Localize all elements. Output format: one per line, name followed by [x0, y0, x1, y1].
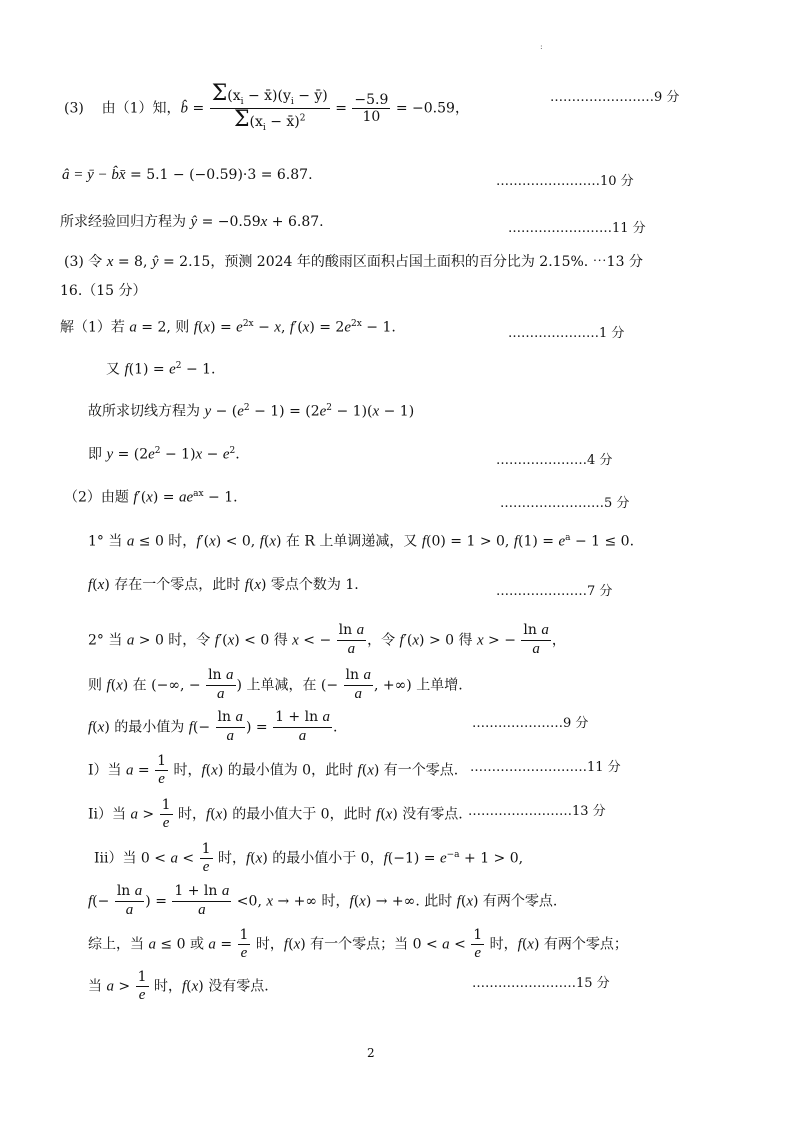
solution-line: 2° 当 a > 0 时，令 f′(x) < 0 得 x < − $\frac{\text{ln a}}{a}$ ，令 f′(x) > 0 得 x > − $\frac{\text{ln a}}{a}$ ， — [88, 622, 566, 657]
solution-line: 故所求切线方程为 $y - (e^2 - 1) = (2e^2 - 1)(x - 1)$ — [88, 403, 415, 420]
solution-line: (3) 由（1）知，b̂ = $\frac{\Sigma(x_i - x̄)(y_i - ȳ)}{\Sigma(x_i - x̄)^2}$ = $\frac{-5.9}{10}$ = −0.59， — [64, 81, 469, 134]
score-marker: …………………7 分 — [496, 584, 613, 599]
solution-line: 当 a > $\frac{1}{e}$ 时，f(x) 没有零点. — [88, 969, 269, 1003]
corner-mark: : — [540, 42, 543, 51]
solution-line: （2）由题 $f'(x) = ae^{ax} - 1$. — [64, 489, 238, 506]
score-marker: …………………1 分 — [508, 326, 625, 341]
score-marker: …………………9 分 — [472, 716, 589, 731]
score-marker: ……………………13 分 — [468, 804, 606, 819]
solution-line: 又 $f(1) = e^2 - 1$. — [106, 361, 216, 378]
solution-line: f(x) 存在一个零点，此时 f(x) 零点个数为 1. — [88, 577, 359, 593]
solution-line: f(x) 的最小值为 f(− $\frac{\text{ln a}}{a}$ ) = $\frac{\text{1 + ln a}}{a}$ . — [88, 709, 338, 744]
solution-line: 则 f(x) 在 (−∞, − $\frac{\text{ln a}}{a}$ ) 上单减，在 (− $\frac{\text{ln a}}{a}$ , +∞) 上单增. — [88, 667, 463, 702]
score-marker: ……………………9 分 — [550, 90, 680, 105]
solution-line: I）当 a = $\frac{1}{e}$ 时，f(x) 的最小值为 0，此时 f(x) 有一个零点. — [88, 753, 459, 787]
score-marker: ……………………10 分 — [496, 174, 634, 189]
solution-line: â = ȳ − b̂x̄ = 5.1 − (−0.59)·3 = 6.87. — [62, 167, 313, 183]
solution-line: (3) 令 x = 8, ŷ = 2.15，预测 2024 年的酸雨区面积占国土面积的百分比为 2.15%. ⋯13 分 — [64, 254, 643, 270]
solution-line: 1° 当 a ≤ 0 时，f′(x) < 0, f(x) 在 R 上单调递减，又 f(0) = 1 > 0, $f(1) = e^a - 1 \le 0$. — [88, 533, 635, 550]
score-marker: ……………………11 分 — [508, 221, 646, 236]
solution-line: Ii）当 a > $\frac{1}{e}$ 时，f(x) 的最小值大于 0，此时 f(x) 没有零点. — [88, 797, 463, 831]
solution-line: 综上，当 a ≤ 0 或 a = $\frac{1}{e}$ 时，f(x) 有一个零点；当 0 < a < $\frac{1}{e}$ 时，f(x) 有两个零点； — [88, 927, 628, 961]
solution-line: 16.（15 分） — [60, 283, 147, 299]
solution-line: Iii）当 0 < a < $\frac{1}{e}$ 时，f(x) 的最小值小于 0，$f(-1) = e^{-a} + 1 > 0$, — [94, 841, 524, 875]
score-marker: …………………4 分 — [496, 453, 613, 468]
score-marker: ……………………5 分 — [500, 496, 630, 511]
page-number: 2 — [367, 1046, 375, 1060]
solution-line: 即 $y = (2e^2 - 1)x - e^2$. — [88, 446, 240, 463]
score-marker: ………………………11 分 — [470, 760, 621, 775]
score-marker: ……………………15 分 — [472, 976, 610, 991]
solution-line: 解（1）若 a = 2, 则 $f(x) = e^{2x} - x$, $f'(x) = 2e^{2x} - 1$. — [60, 319, 396, 336]
solution-line: f(− $\frac{\text{ln a}}{a}$ ) = $\frac{\text{1 + ln a}}{a}$ <0, x → +∞ 时，f(x) → +∞. 此时 f(x) 有两个零点. — [88, 883, 558, 918]
solution-line: 所求经验回归方程为 ŷ = −0.59x + 6.87. — [60, 214, 324, 230]
